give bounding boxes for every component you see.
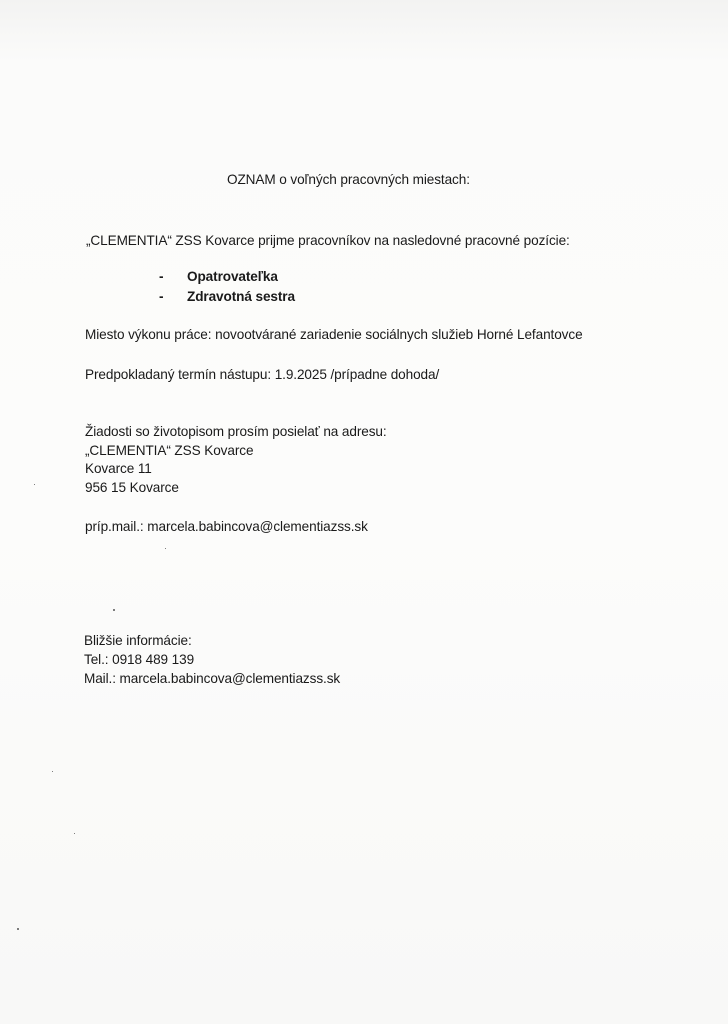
scan-speck	[165, 548, 166, 549]
position-label: Zdravotná sestra	[187, 289, 295, 304]
address-name: „CLEMENTIA“ ZSS Kovarce	[85, 443, 254, 458]
scan-speck	[34, 484, 35, 485]
start-date-text: Predpokladaný termín nástupu: 1.9.2025 /prípadne dohoda/	[85, 367, 440, 382]
address-heading: Žiadosti so životopisom prosím posielať na adresu:	[85, 424, 387, 439]
document-title: OZNAM o voľných pracovných miestach:	[227, 172, 470, 187]
list-dash: -	[159, 269, 164, 284]
list-dash: -	[159, 289, 164, 304]
contact-heading: Bližšie informácie:	[84, 633, 192, 648]
scan-speck	[52, 771, 53, 772]
contact-phone: Tel.: 0918 489 139	[84, 652, 195, 667]
intro-text: „CLEMENTIA“ ZSS Kovarce prijme pracovníkov na nasledovné pracovné pozície:	[86, 233, 570, 248]
address-city: 956 15 Kovarce	[85, 480, 179, 495]
scan-speck	[17, 928, 19, 930]
scan-speck	[113, 609, 115, 611]
address-street: Kovarce 11	[85, 461, 152, 476]
alt-mail-text: príp.mail.: marcela.babincova@clementiazss.sk	[85, 519, 368, 534]
contact-mail: Mail.: marcela.babincova@clementiazss.sk	[84, 671, 341, 686]
scan-speck	[74, 833, 75, 834]
position-label: Opatrovateľka	[187, 269, 278, 284]
workplace-text: Miesto výkonu práce: novootvárané zariadenie sociálnych služieb Horné Lefantovce	[85, 327, 583, 342]
